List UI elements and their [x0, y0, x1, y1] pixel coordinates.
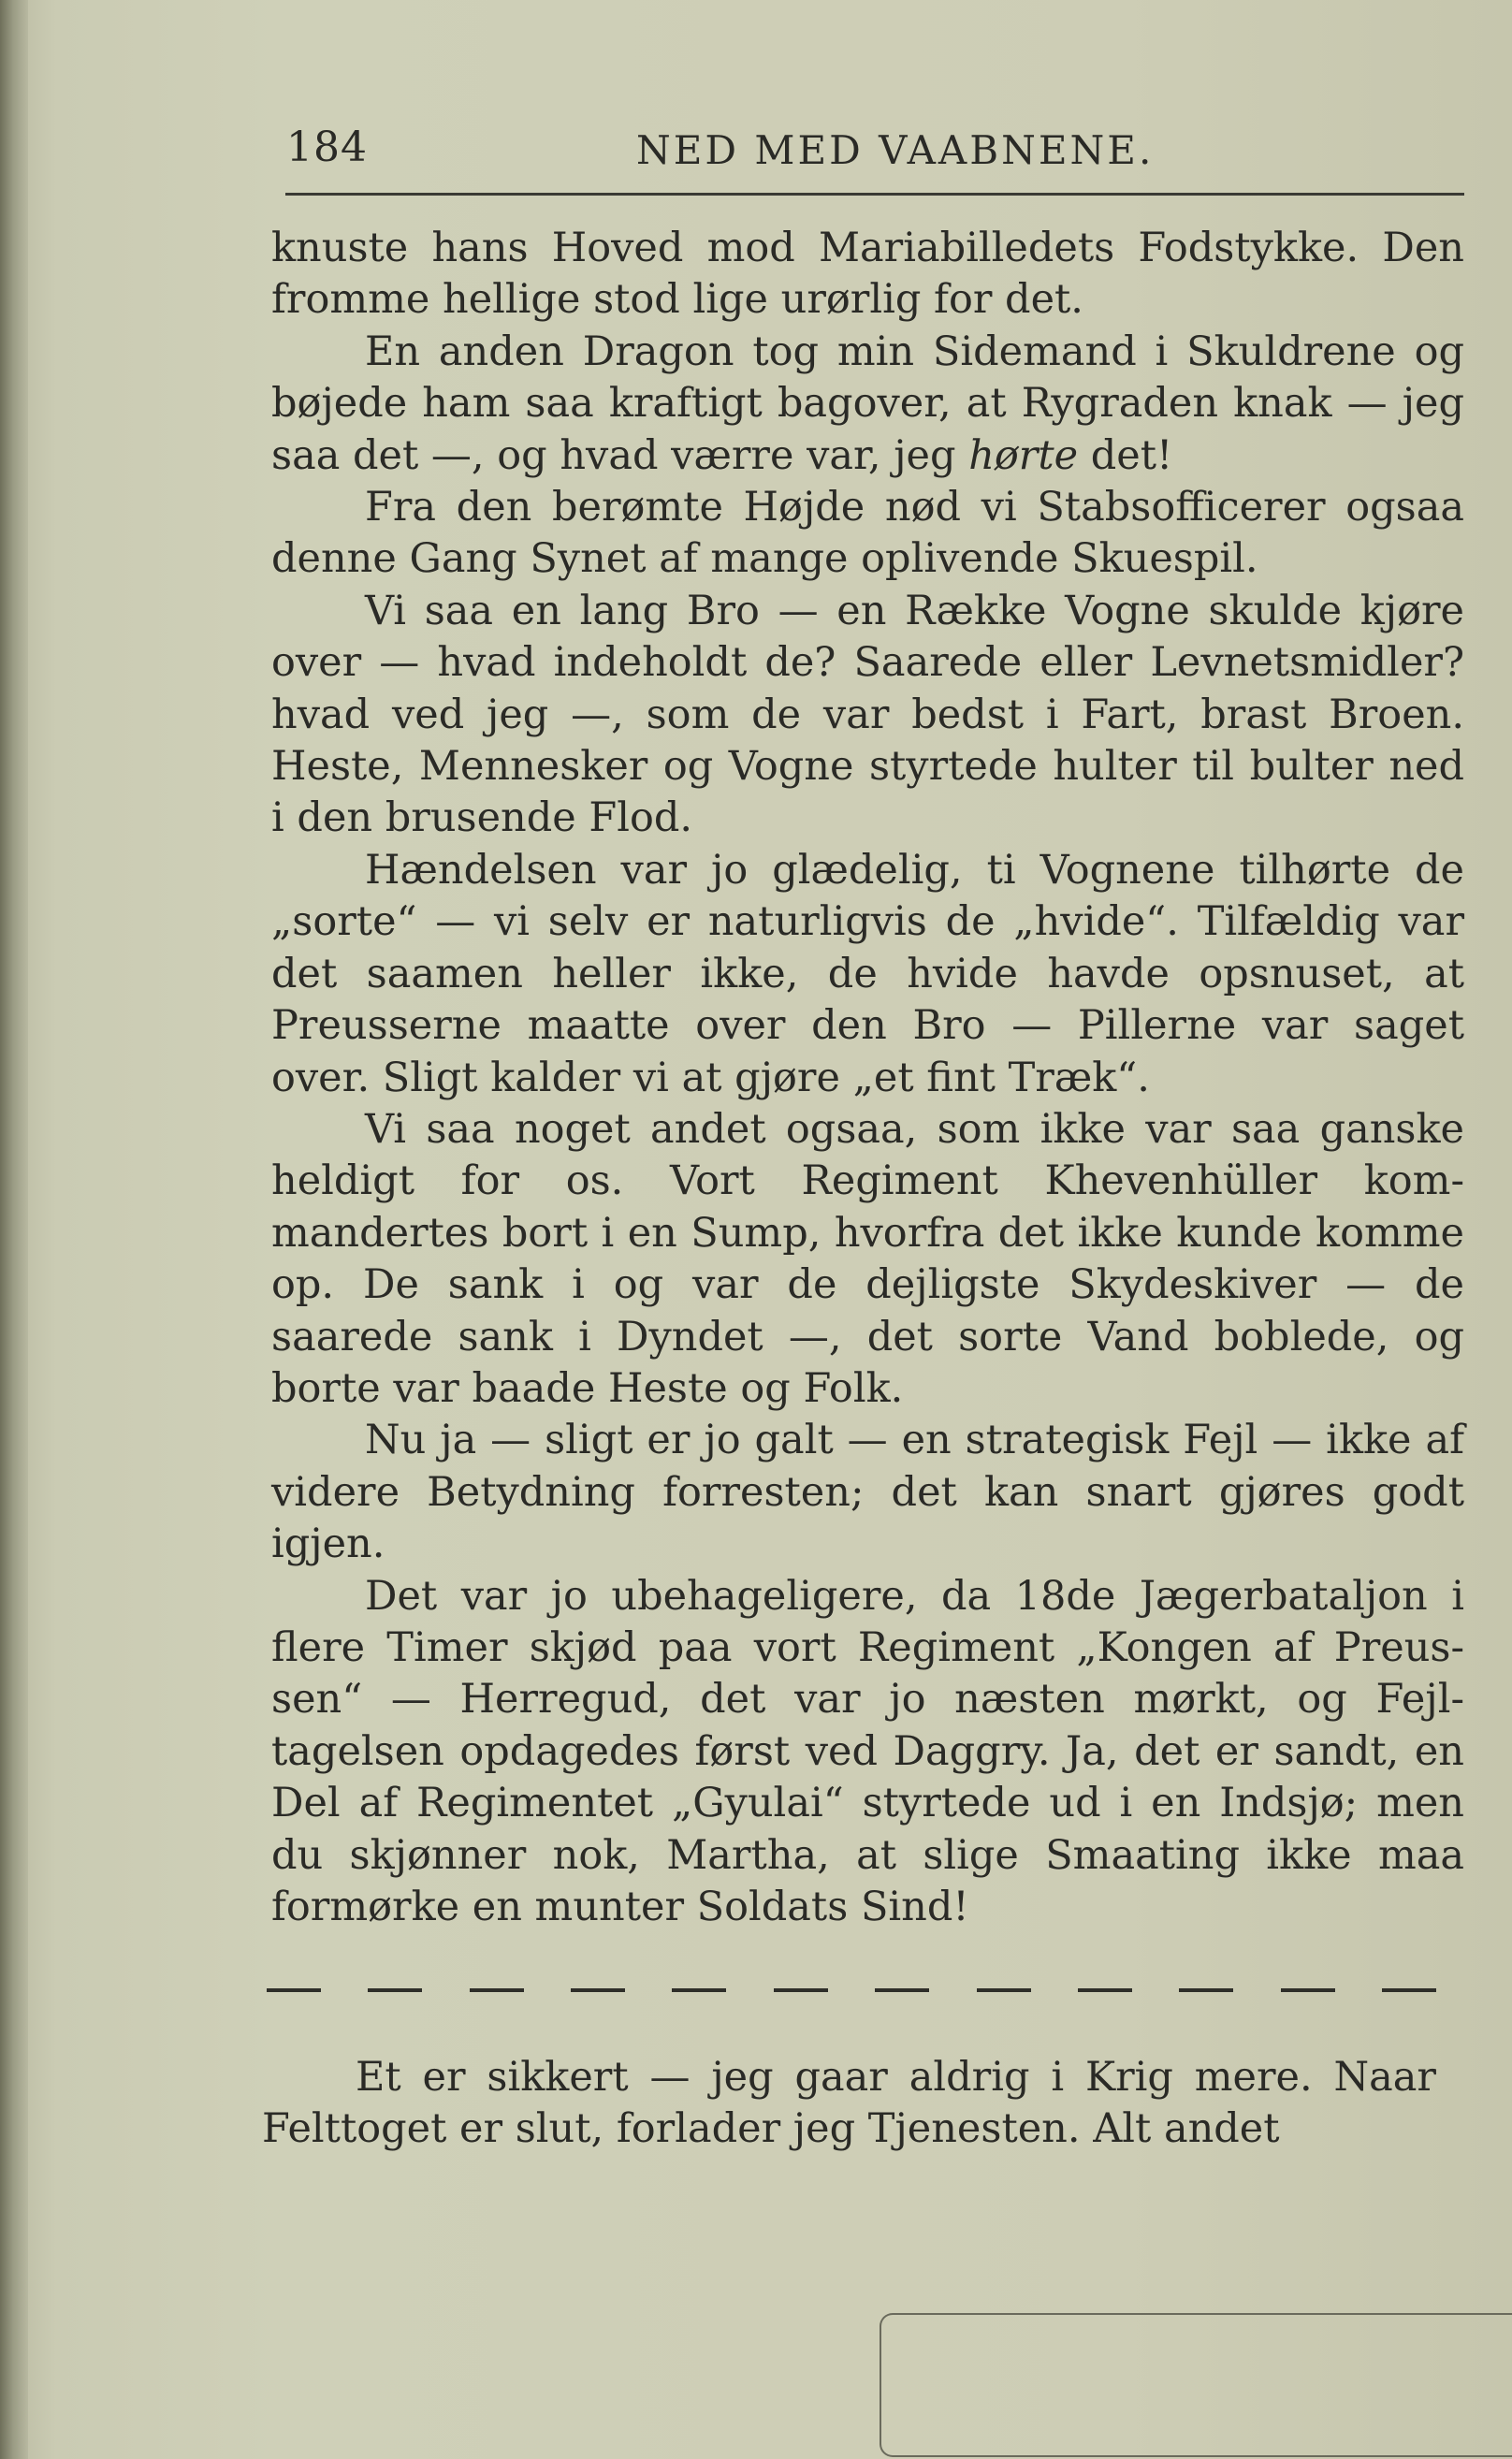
page-header — [281, 124, 1460, 180]
paragraph-2: En anden Dragon tog min Sidemand i Skuldrene og bøjede ham saa kraftigt bagover, at Rygraden knak — jeg saa det —, og hvad værre var, jeg hørte det! — [271, 327, 1464, 479]
dash — [672, 1988, 726, 1992]
paragraph-6: Vi saa noget andet ogsaa, som ikke var saa ganske heldigt for os. Vort Regiment Khevenhüller kommandertes bort i en Sump, hvorfra det ikke kunde komme op. De sank i og var de dejligste Skydeskiver — de saarede sank i Dyndet —, det sorte Vand boblede, og borte var baade Heste og Folk. — [271, 1105, 1464, 1412]
book-binding-edge — [0, 0, 28, 2459]
paragraph-7: Nu ja — sligt er jo galt — en strategisk Fejl — ikke af videre Betydning forresten; det kan snart gjøres godt igjen. — [271, 1417, 1464, 1568]
dash — [368, 1988, 422, 1992]
dash — [1281, 1988, 1335, 1992]
paragraph-5: Hændelsen var jo glædelig, ti Vognene tilhørte de „sorte“ — vi selv er naturligvis de „hvide“. Tilfældig var det saamen heller ikke, de hvide havde opsnuset, at Preusserne maatte over den Bro — Pillerne var saget over. Sligt kalder vi at gjøre „et fint Træk“. — [271, 846, 1464, 1101]
dash — [267, 1988, 321, 1992]
closing-paragraph: Et er sikkert — jeg gaar aldrig i Krig mere. Naar Felttoget er slut, forlader jeg Tjenesten. Alt andet — [262, 2054, 1436, 2153]
paragraph-1: knuste hans Hoved mod Mariabilledets Fodstykke. Den fromme hellige stod lige urørlig for det. — [271, 225, 1464, 324]
emphasized-word: hørte — [968, 431, 1079, 479]
dash — [571, 1988, 625, 1992]
dash — [977, 1988, 1031, 1992]
paragraph-8: Det var jo ubehageligere, da 18de Jægerbataljon i flere Timer skjød paa vort Regiment „Kongen af Preussen“ — Herregud, det var jo næsten mørkt, og Fejltagelsen opdagedes først ved Daggry. Ja, det er sandt, en Del af Regimentet „Gyulai“ styrtede ud i en Indsjø; men du skjønner nok, Martha, at slige Smaating ikke maa formørke en munter Soldats Sind! — [271, 1572, 1464, 1930]
running-title: NED MED VAABNENE. — [636, 127, 1155, 173]
section-break-dashes — [267, 1988, 1436, 2000]
dash — [1382, 1988, 1436, 1992]
dash — [875, 1988, 929, 1992]
dash — [1179, 1988, 1233, 1992]
closing-text — [262, 2052, 1436, 2156]
paragraph-3: Fra den berømte Højde nød vi Stabsofficerer ogsaa denne Gang Synet af mange oplivende Skuespil. — [271, 484, 1464, 583]
dash — [1078, 1988, 1132, 1992]
dash — [774, 1988, 828, 1992]
paragraph-4: Vi saa en lang Bro — en Række Vogne skulde kjøre over — hvad indeholdt de? Saarede eller Levnetsmidler? hvad ved jeg —, som de var bedst i Fart, brast Broen. Heste, Mennesker og Vogne styrtede hulter til bulter ned i den brusende Flod. — [271, 587, 1464, 842]
header-rule — [285, 193, 1464, 196]
body-text — [271, 223, 1464, 1933]
page-stamp-outline — [880, 2313, 1512, 2457]
page-number: 184 — [286, 124, 368, 171]
dash — [470, 1988, 524, 1992]
